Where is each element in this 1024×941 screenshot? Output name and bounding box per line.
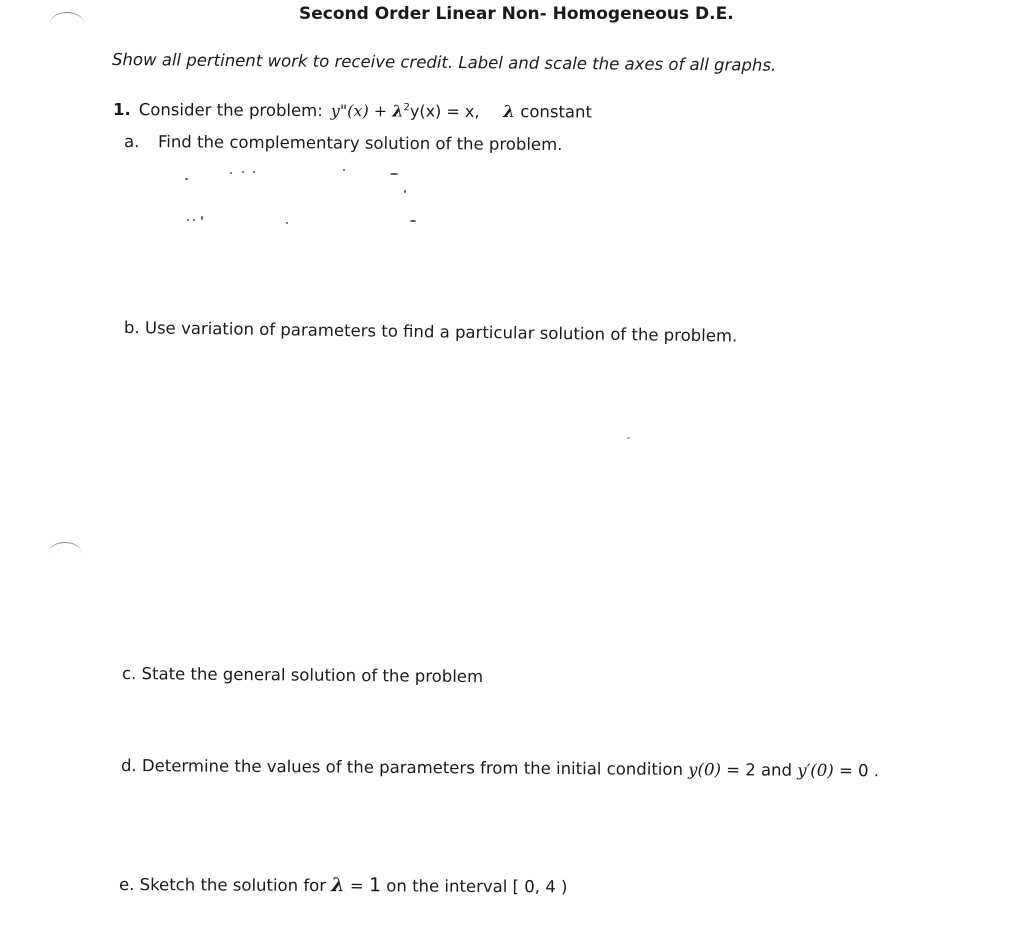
scan-speck — [201, 216, 203, 220]
lambda-constant-note — [503, 102, 592, 121]
exponent: 2 — [403, 102, 410, 114]
part-c: c. State the general solution of the problem — [121, 664, 484, 687]
binder-hole-mark-top — [50, 12, 84, 35]
part-d-text: d. Determine the values of the parameters from the initial condition — [120, 756, 684, 779]
equation-lhs: y"(x) + — [330, 101, 393, 121]
part-d — [121, 756, 879, 780]
scan-speck — [404, 190, 406, 193]
part-e — [119, 873, 568, 897]
lambda-symbol-2: λ — [503, 102, 516, 122]
scan-speck — [193, 219, 195, 221]
lambda-value: 1 — [368, 874, 382, 897]
scan-speck — [286, 222, 288, 224]
problem-intro: Consider the problem: — [138, 100, 323, 121]
lambda-symbol: λ — [392, 101, 404, 121]
scan-speck — [253, 171, 255, 173]
part-a-letter: a. — [123, 132, 140, 152]
scan-speck — [187, 219, 189, 221]
lambda-symbol-3: λ — [331, 874, 345, 897]
initial-condition-yprime: y′(0) — [797, 760, 834, 780]
part-a — [124, 132, 563, 154]
problem-1-statement — [113, 100, 592, 122]
problem-number: 1. — [112, 100, 131, 120]
part-b: b. Use variation of parameters to find a particular solution of the problem. — [123, 318, 738, 346]
equation-rest: y(x) = x, — [409, 101, 480, 121]
constant-label: constant — [520, 102, 593, 122]
scan-speck — [185, 178, 188, 180]
initial-condition-y-value: = 2 and — [720, 760, 798, 780]
page-title: Second Order Linear Non- Homogeneous D.E. — [299, 4, 734, 24]
binder-hole-mark-middle — [48, 542, 82, 565]
part-e-text-before: e. Sketch the solution for — [118, 875, 332, 896]
scan-speck — [242, 171, 244, 173]
scan-speck — [230, 172, 232, 174]
part-a-text: Find the complementary solution of the problem. — [157, 132, 563, 155]
initial-condition-y: y(0) — [688, 759, 721, 780]
scan-speck — [343, 169, 345, 171]
part-e-text-after: on the interval [ 0, 4 ) — [381, 876, 568, 897]
part-e-equals: = — [344, 876, 370, 896]
scan-speck — [627, 437, 630, 439]
scan-speck — [410, 220, 416, 222]
instructions-text: Show all pertinent work to receive credit. Label and scale the axes of all graphs. — [111, 50, 777, 75]
scan-speck — [390, 173, 398, 175]
initial-condition-yprime-value: = 0 . — [833, 760, 880, 781]
differential-equation — [331, 101, 480, 121]
